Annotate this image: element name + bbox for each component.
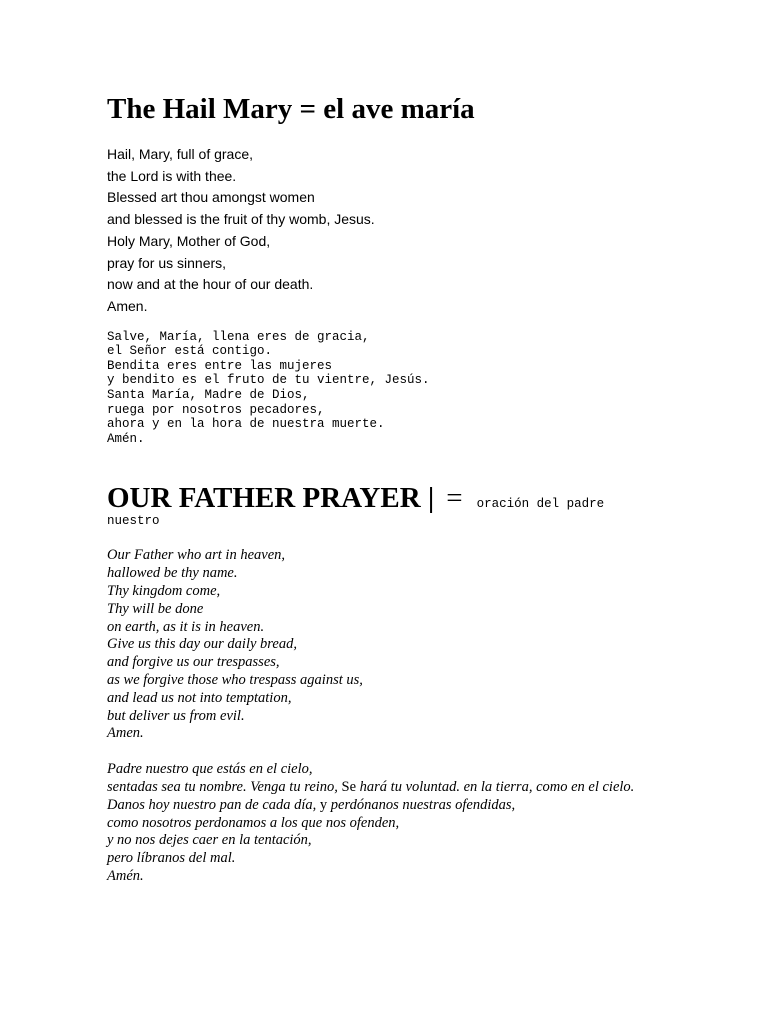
text-line: Holy Mary, Mother of God,	[107, 232, 271, 249]
text-line: Our Father who art in heaven,	[107, 547, 286, 564]
text-line: hallowed be thy name.	[107, 565, 238, 582]
text-line: and lead us not into temptation,	[107, 689, 292, 706]
text-line: y bendito es el fruto de tu vientre, Jesús.	[107, 373, 430, 388]
our-father-subtitle: oración del padre	[476, 497, 605, 512]
text-line: ahora y en la hora de nuestra muerte.	[107, 417, 385, 432]
text-line: ruega por nosotros pecadores,	[107, 402, 325, 417]
text-run: y	[316, 796, 331, 813]
hail-mary-spanish	[107, 330, 647, 447]
our-father-subtitle-cont: nuestro	[107, 514, 160, 529]
text-line: now and at the hour of our death.	[107, 276, 314, 293]
document-page	[107, 88, 647, 886]
text-line: pero líbranos del mal.	[107, 850, 236, 867]
text-line: Salve, María, llena eres de gracia,	[107, 329, 370, 344]
text-run: hará tu voluntad. en la tierra, como en el cielo. Danos hoy nuestro pan de cada día,	[107, 778, 635, 813]
text-line: Bendita eres entre las mujeres	[107, 358, 333, 373]
text-line: el Señor está contigo.	[107, 344, 273, 359]
hail-mary-english	[107, 144, 647, 318]
text-line: Amen.	[107, 725, 144, 742]
hail-mary-title: The Hail Mary = el ave maría	[107, 93, 475, 125]
text-line: Santa María, Madre de Dios,	[107, 388, 310, 402]
text-line: Amén.	[107, 867, 144, 884]
text-line: y no nos dejes caer en la tentación,	[107, 832, 312, 849]
text-line: and forgive us our trespasses,	[107, 654, 280, 671]
text-line: Padre nuestro que estás en el cielo,	[107, 761, 313, 778]
equals-sign: =	[446, 482, 463, 515]
text-line: Blessed art thou amongst women	[107, 189, 315, 206]
text-line: on earth, as it is in heaven.	[107, 618, 265, 635]
text-line: Thy kingdom come,	[107, 582, 221, 599]
text-line: but deliver us from evil.	[107, 707, 245, 724]
text-run: sentadas sea tu nombre. Venga tu reino,	[107, 778, 338, 795]
our-father-heading	[107, 484, 647, 529]
text-line: and blessed is the fruit of thy womb, Jesus.	[107, 211, 375, 228]
text-line: the Lord is with thee.	[107, 167, 237, 184]
text-run: perdónanos nuestras ofendidas,	[330, 796, 516, 813]
our-father-spanish	[107, 761, 647, 886]
text-line: pray for us sinners,	[107, 254, 227, 271]
text-line: Give us this day our daily bread,	[107, 636, 297, 653]
text-line: Amen.	[107, 297, 148, 314]
text-run: Se	[337, 778, 360, 795]
text-line: como nosotros perdonamos a los que nos ofenden,	[107, 814, 400, 831]
text-line: Amén.	[107, 431, 145, 446]
text-line: Thy will be done	[107, 600, 204, 617]
spanish-paragraph	[107, 779, 647, 815]
text-line: as we forgive those who trespass against us,	[107, 671, 363, 688]
text-line: Hail, Mary, full of grace,	[107, 146, 254, 162]
our-father-english	[107, 547, 647, 743]
our-father-title: OUR FATHER PRAYER |	[107, 482, 435, 515]
